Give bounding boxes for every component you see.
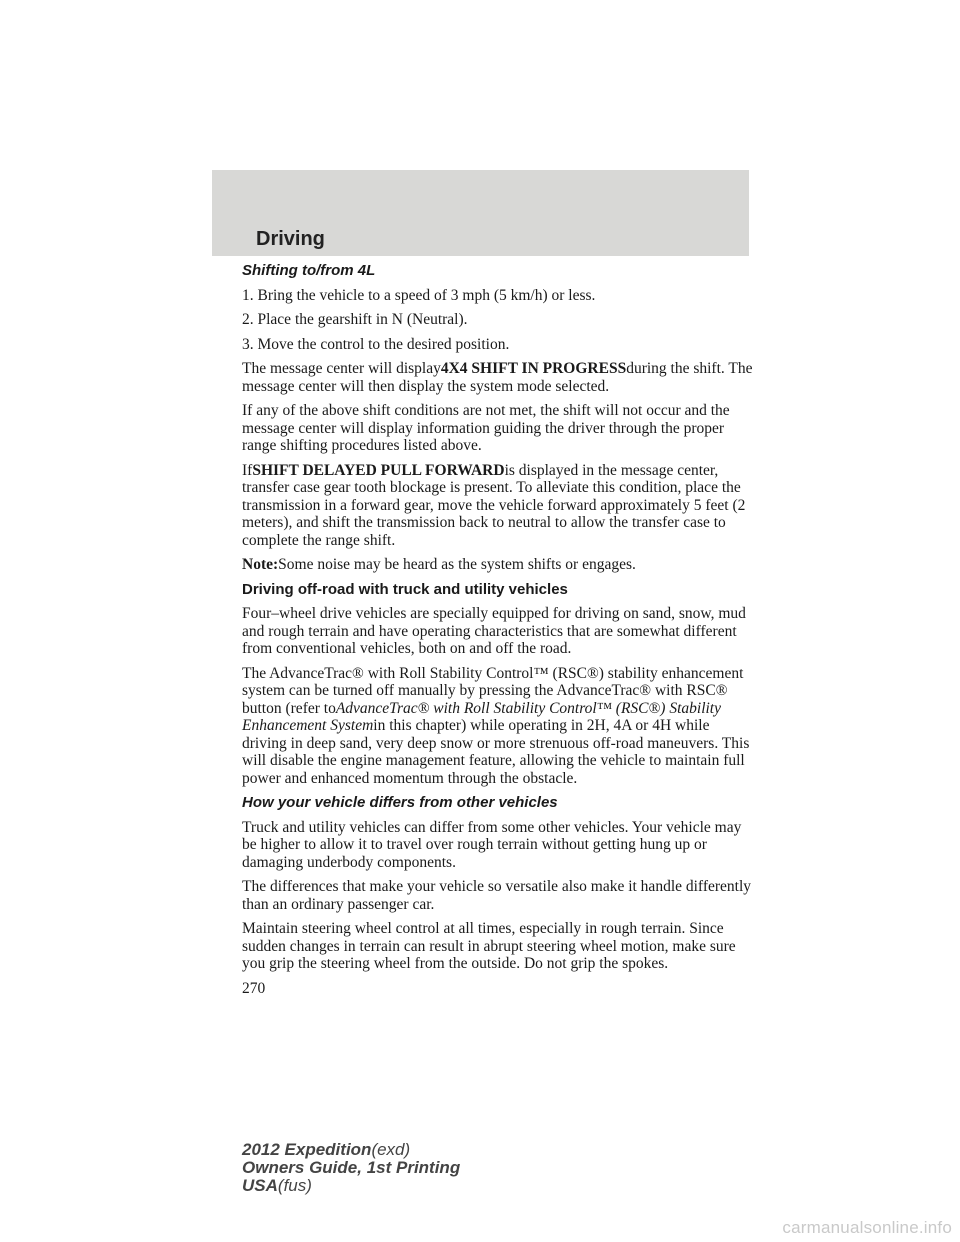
chapter-title: Driving [256, 228, 325, 250]
paragraph-steering-control: Maintain steering wheel control at all times, especially in rough terrain. Since sudden changes in terrain can result in abrupt steering wheel motion, make sure you grip the steering wheel from the outside. Do not grip the spokes. [242, 920, 736, 972]
note [242, 556, 754, 574]
section-header-band [212, 170, 749, 256]
paragraph-conditions-not-met: If any of the above shift conditions are not met, the shift will not occur and the message center will display information guiding the driver through the proper range shifting procedures listed above. [242, 402, 730, 454]
step-1: 1. Bring the vehicle to a speed of 3 mph (5 km/h) or less. [242, 286, 596, 304]
note-label: Note: [242, 556, 279, 573]
footer-line-2: Owners Guide, 1st Printing [242, 1158, 461, 1177]
text: in this chapter) while operating in 2H, 4A or 4H while driving in deep sand, very deep snow or more strenuous off-road maneuvers. This will disable the engine management feature, allowing the vehicle to maintain full power and enhanced momentum through the obstacle. [242, 717, 750, 787]
heading-driving-off-road: Driving off-road with truck and utility vehicles [242, 580, 568, 598]
message-shift-delayed: SHIFT DELAYED PULL FORWARD [252, 461, 505, 479]
print-footer [242, 1141, 460, 1195]
text: If [242, 461, 253, 479]
paragraph-truck-utility: Truck and utility vehicles can differ from some other vehicles. Your vehicle may be higher to allow it to travel over rough terrain without getting hung up or damaging underbody components. [242, 818, 742, 871]
footer-model: 2012 Expedition [242, 1140, 372, 1159]
text: The AdvanceTrac® with Roll Stability Control™ (RSC®) stability enhancement system can be turned off manually by pressing the AdvanceTrac® with RSC® button (refer to [242, 664, 744, 717]
text: The message center will display [242, 360, 441, 377]
watermark: carmanualsonline.info [782, 1218, 952, 1237]
reference-advancetrac-section: AdvanceTrac® with Roll Stability Control™ (RSC®) Stability Enhancement System [242, 699, 721, 734]
subheading-shifting-4l: Shifting to/from 4L [242, 262, 376, 279]
paragraph-four-wheel-drive: Four–wheel drive vehicles are specially equipped for driving on sand, snow, mud and rough terrain and have operating characteristics that are somewhat different from conventional vehicles, both on and off the road. [242, 605, 746, 657]
footer-market-code: (fus) [277, 1176, 312, 1195]
step-3: 3. Move the control to the desired position. [242, 335, 510, 353]
footer-model-code: (exd) [371, 1140, 411, 1159]
text: during the shift. The message center will then display the system mode selected. [242, 360, 753, 395]
paragraph-message-center [242, 360, 754, 395]
subheading-vehicle-differs: How your vehicle differs from other vehicles [242, 794, 558, 811]
footer-line-1 [242, 1141, 460, 1159]
paragraph-advancetrac [242, 665, 754, 788]
note-text: Some noise may be heard as the system shifts or engages. [278, 556, 636, 573]
paragraph-differences: The differences that make your vehicle so versatile also make it handle differently than an ordinary passenger car. [242, 878, 752, 913]
footer-line-3 [242, 1177, 460, 1195]
footer-market: USA [242, 1176, 278, 1195]
paragraph-shift-delayed [242, 462, 754, 550]
message-shift-in-progress: 4X4 SHIFT IN PROGRESS [440, 360, 627, 377]
page-content [242, 262, 754, 1004]
text: is displayed in the message center, transfer case gear tooth blockage is present. To alleviate this condition, place the transmission in a forward gear, move the vehicle forward approximately 5 feet (2 meters), and shift the transmission back to neutral to allow the transfer case to complete the range shift. [242, 461, 746, 549]
page-number: 270 [242, 979, 266, 997]
step-2: 2. Place the gearshift in N (Neutral). [242, 311, 468, 328]
